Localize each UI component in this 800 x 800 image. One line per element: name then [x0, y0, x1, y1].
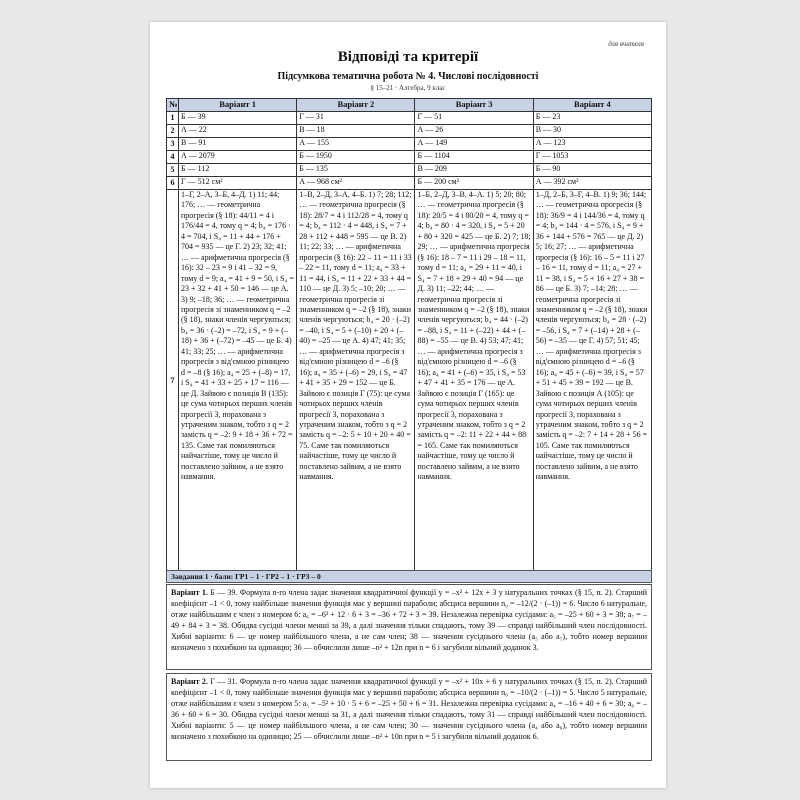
answer-cell: Б — 39: [179, 112, 297, 125]
answer-cell: Б — 200 см²: [415, 177, 533, 190]
row-number: 7: [167, 190, 179, 573]
answer-cell: Б — 112: [179, 164, 297, 177]
table-row: [167, 164, 652, 177]
column-header-num: №: [167, 99, 179, 112]
variant-label: Варіант 2.: [171, 677, 208, 686]
answer-cell: Г — 51: [415, 112, 533, 125]
variant-label: Варіант 1.: [171, 588, 208, 597]
answer-cell: А — 392 см²: [533, 177, 651, 190]
solution-body: Б — 39. Формула n-го члена задає значення квадратичної функції y = –x² + 12x + 3 у натуральних точках (§ 15, п. 2). Старший коефіцієнт –1 < 0, тому найбільше значення функція має у вершині параболи; абсциса вершини n₀ = –12/(2 · (–1)) = 6. Число 6 натуральне, отже найбільшим є член з номером 6: a₆ = –6² + 12 · 6 + 3 = –36 + 72 + 3 = 39. Незалежна перевірка сусідами: a₅ = –25 + 60 + 3 = 38; a₇ = –49 + 84 + 3 = 38. Обидва сусідні члени менші за 39, а далі значення тільки спадають, тому 39 — справді найбільший член послідовності. Хибні варіанти: 6 — це номер найбільшого члена, а не сам член; 38 — значення сусіднього члена (a₅ або a₇), тобто номер вершини визначено з похибкою на одиницю; 36 — обчислили лише –n² + 12n при n = 6 і загубили вільний доданок 3.: [171, 588, 648, 652]
table-row: [167, 190, 652, 573]
answer-cell: Б — 90: [533, 164, 651, 177]
answer-cell: А — 968 см²: [297, 177, 415, 190]
page-subtitle: Підсумкова тематична робота № 4. Числові послідовності: [277, 71, 539, 82]
answer-cell: Г — 31: [297, 112, 415, 125]
table-row: [167, 151, 652, 164]
table-row: [167, 125, 652, 138]
column-header-variant-4: Варіант 4: [533, 99, 651, 112]
column-header-variant-1: Варіант 1: [179, 99, 297, 112]
row-number: 3: [167, 138, 179, 151]
answer-cell: Б — 1104: [415, 151, 533, 164]
answer-cell: В — 18: [297, 125, 415, 138]
for-teacher-label: для вчителя: [608, 40, 644, 48]
answers-table: [166, 98, 652, 573]
table-row: [167, 112, 652, 125]
task-1-variant-2-solution: [166, 673, 652, 761]
answer-cell: Б — 135: [297, 164, 415, 177]
answer-cell: Б — 1950: [297, 151, 415, 164]
row-number: 4: [167, 151, 179, 164]
document-page: [150, 22, 666, 788]
page-title: Відповіді та критерії: [337, 49, 479, 65]
row-number: 6: [167, 177, 179, 190]
table-row: [167, 138, 652, 151]
solution-body: Г — 31. Формула n-го члена задає значення квадратичної функції y = –x² + 10x + 6 у натуральних точках (§ 15, п. 2). Старший коефіцієнт –1 < 0, тому найбільше значення функція має у вершині параболи; абсциса вершини n₀ = –10/(2 · (–1)) = 5. Число 5 натуральне, отже найбільшим є член з номером 5: a₅ = –5² + 10 · 5 + 6 = –25 + 50 + 6 = 31. Незалежна перевірка сусідами: a₄ = –16 + 40 + 6 = 30; a₆ = –36 + 60 + 6 = 30. Обидва сусідні члени менші за 31, а далі значення тільки спадають, тому 31 — справді найбільший член послідовності. Хибні варіанти: 5 — це номер найбільшого члена, а не сам член; 30 — значення сусіднього члена (a₄ або a₆), тобто номер вершини визначено з похибкою на одиницю; 25 — обчислили лише –n² + 10n при n = 5 і загубили вільний доданок 6.: [171, 677, 648, 741]
answer-cell: А — 123: [533, 138, 651, 151]
row-number: 1: [167, 112, 179, 125]
answer-cell: 1–Д, 2–Б, 3–Г, 4–В. 1) 9; 36; 144; … — геометрична прогресія (§ 18): 36/9 = 4 і 144/36 = 4, тому q = 4; b₄ = 144 · 4 = 576, і S₄ = 9 + 36 + 144 + 576 = 765 — це Д. 2) 5; 16; 27; … — арифметична прогресія (§ 16): 16 – 5 = 11 і 27 – 16 = 11, тому d = 11; a₄ = 27 + 11 = 38, і S₄ = 5 + 16 + 27 + 38 = 86 — це Б. 3) 7; –14; 28; … — геометрична прогресія зі знаменником q = –2 (§ 18), знаки членів чергуються; b₄ = 28 · (–2) = –56, і S₄ = 7 + (–14) + 28 + (–56) = –35 — це Г. 4) 57; 51; 45; … — арифметична прогресія з від'ємною різницею d = –6 (§ 16); a₄ = 45 + (–6) = 39, і S₄ = 57 + 51 + 45 + 39 = 192 — це В. Зайвою є позиція А (105): це сума чотирьох перших членів прогресії 3, порахована з утраченим знаком, тобто з q = 2 замість q = –2: 7 + 14 + 28 + 56 = 105. Саме так помиляються найчастіше, тому це число й поставлено зайвим, а не взято навмання.: [533, 190, 651, 573]
answer-cell: В — 209: [415, 164, 533, 177]
solution-text: [167, 585, 651, 655]
answer-cell: 1–В, 2–Д, 3–А, 4–Б. 1) 7; 28; 112; … — геометрична прогресія (§ 18): 28/7 = 4 і 112/28 = 4, тому q = 4; b₄ = 112 · 4 = 448, і S₄ = 7 + 28 + 112 + 448 = 595 — це В. 2) 11; 22; 33; … — арифметична прогресія (§ 16): 22 – 11 = 11 і 33 – 22 = 11, тому d = 11; a₄ = 33 + 11 = 44, і S₄ = 11 + 22 + 33 + 44 = 110 — це Д. 3) 5; –10; 20; … — геометрична прогресія зі знаменником q = –2 (§ 18), знаки членів чергуються; b₄ = 20 · (–2) = –40, і S₄ = 5 + (–10) + 20 + (–40) = –25 — це А. 4) 47; 41; 35; … — арифметична прогресія з від'ємною різницею d = –6 (§ 16); a₄ = 35 + (–6) = 29, і S₄ = 47 + 41 + 35 + 29 = 152 — це Б. Зайвою є позиція Г (75): це сума чотирьох перших членів прогресії 3, порахована з утраченим знаком, тобто з q = 2 замість q = –2: 5 + 10 + 20 + 40 = 75. Саме так помиляються найчастіше, тому це число й поставлено зайвим, а не взято навмання.: [297, 190, 415, 573]
answer-cell: 1–Г, 2–А, 3–Б, 4–Д. 1) 11; 44; 176; … — геометрична прогресія (§ 18): 44/11 = 4 і 176/44 = 4, тому q = 4; b₄ = 176 · 4 = 704, і S₄ = 11 + 44 + 176 + 704 = 935 — це Г. 2) 23; 32; 41; … — арифметична прогресія (§ 16): 32 – 23 = 9 і 41 – 32 = 9, тому d = 9; a₄ = 41 + 9 = 50, і S₄ = 23 + 32 + 41 + 50 = 146 — це А. 3) 9; –18; 36; … — геометрична прогресія зі знаменником q = –2 (§ 18), знаки членів чергуються; b₄ = 36 · (–2) = –72, і S₄ = 9 + (–18) + 36 + (–72) = –45 — це Б. 4) 41; 33; 25; … — арифметична прогресія з від'ємною різницею d = –8 (§ 16); a₄ = 25 + (–8) = 17, і S₄ = 41 + 33 + 25 + 17 = 116 — це Д. Зайвою є позиція В (135): це сума чотирьох перших членів прогресії 3, порахована з утраченим знаком, тобто з q = 2 замість q = –2: 9 + 18 + 36 + 72 = 135. Саме так помиляються найчастіше, тому це число й поставлено зайвим, а не взято навмання.: [179, 190, 297, 573]
section-meta: § 15–21 · Алгебра, 9 клас: [370, 84, 446, 92]
column-header-variant-3: Варіант 3: [415, 99, 533, 112]
row-number: 5: [167, 164, 179, 177]
answer-cell: В — 30: [533, 125, 651, 138]
task-1-variant-1-solution: [166, 584, 652, 670]
task-1-heading: Завдання 1 · бали: ГР1 – 1 · ГР2 – 1 · ГР3 – 0: [166, 570, 652, 583]
answer-cell: А — 155: [297, 138, 415, 151]
answer-cell: А — 149: [415, 138, 533, 151]
answer-cell: Б — 23: [533, 112, 651, 125]
solution-text: [167, 674, 651, 744]
table-row: [167, 177, 652, 190]
answer-cell: А — 26: [415, 125, 533, 138]
answer-cell: В — 91: [179, 138, 297, 151]
answer-cell: Г — 512 см²: [179, 177, 297, 190]
row-number: 2: [167, 125, 179, 138]
answer-cell: Г — 1053: [533, 151, 651, 164]
answer-cell: А — 2079: [179, 151, 297, 164]
answer-cell: 1–Б, 2–Д, 3–В, 4–А. 1) 5; 20; 80; … — геометрична прогресія (§ 18): 20/5 = 4 і 80/20 = 4, тому q = 4; b₄ = 80 · 4 = 320, і S₄ = 5 + 20 + 80 + 320 = 425 — це Б. 2) 7; 18; 29; … — арифметична прогресія (§ 16): 18 – 7 = 11 і 29 – 18 = 11, тому d = 11; a₄ = 29 + 11 = 40, і S₄ = 7 + 18 + 29 + 40 = 94 — це Д. 3) 11; –22; 44; … — геометрична прогресія зі знаменником q = –2 (§ 18), знаки членів чергуються; b₄ = 44 · (–2) = –88, і S₄ = 11 + (–22) + 44 + (–88) = –55 — це В. 4) 53; 47; 41; … — арифметична прогресія з від'ємною різницею d = –6 (§ 16); a₄ = 41 + (–6) = 35, і S₄ = 53 + 47 + 41 + 35 = 176 — це А. Зайвою є позиція Г (165): це сума чотирьох перших членів прогресії 3, порахована з утраченим знаком, тобто з q = 2 замість q = –2: 11 + 22 + 44 + 88 = 165. Саме так помиляються найчастіше, тому це число й поставлено зайвим, а не взято навмання.: [415, 190, 533, 573]
answer-cell: А — 22: [179, 125, 297, 138]
table-header-row: [167, 99, 652, 112]
column-header-variant-2: Варіант 2: [297, 99, 415, 112]
